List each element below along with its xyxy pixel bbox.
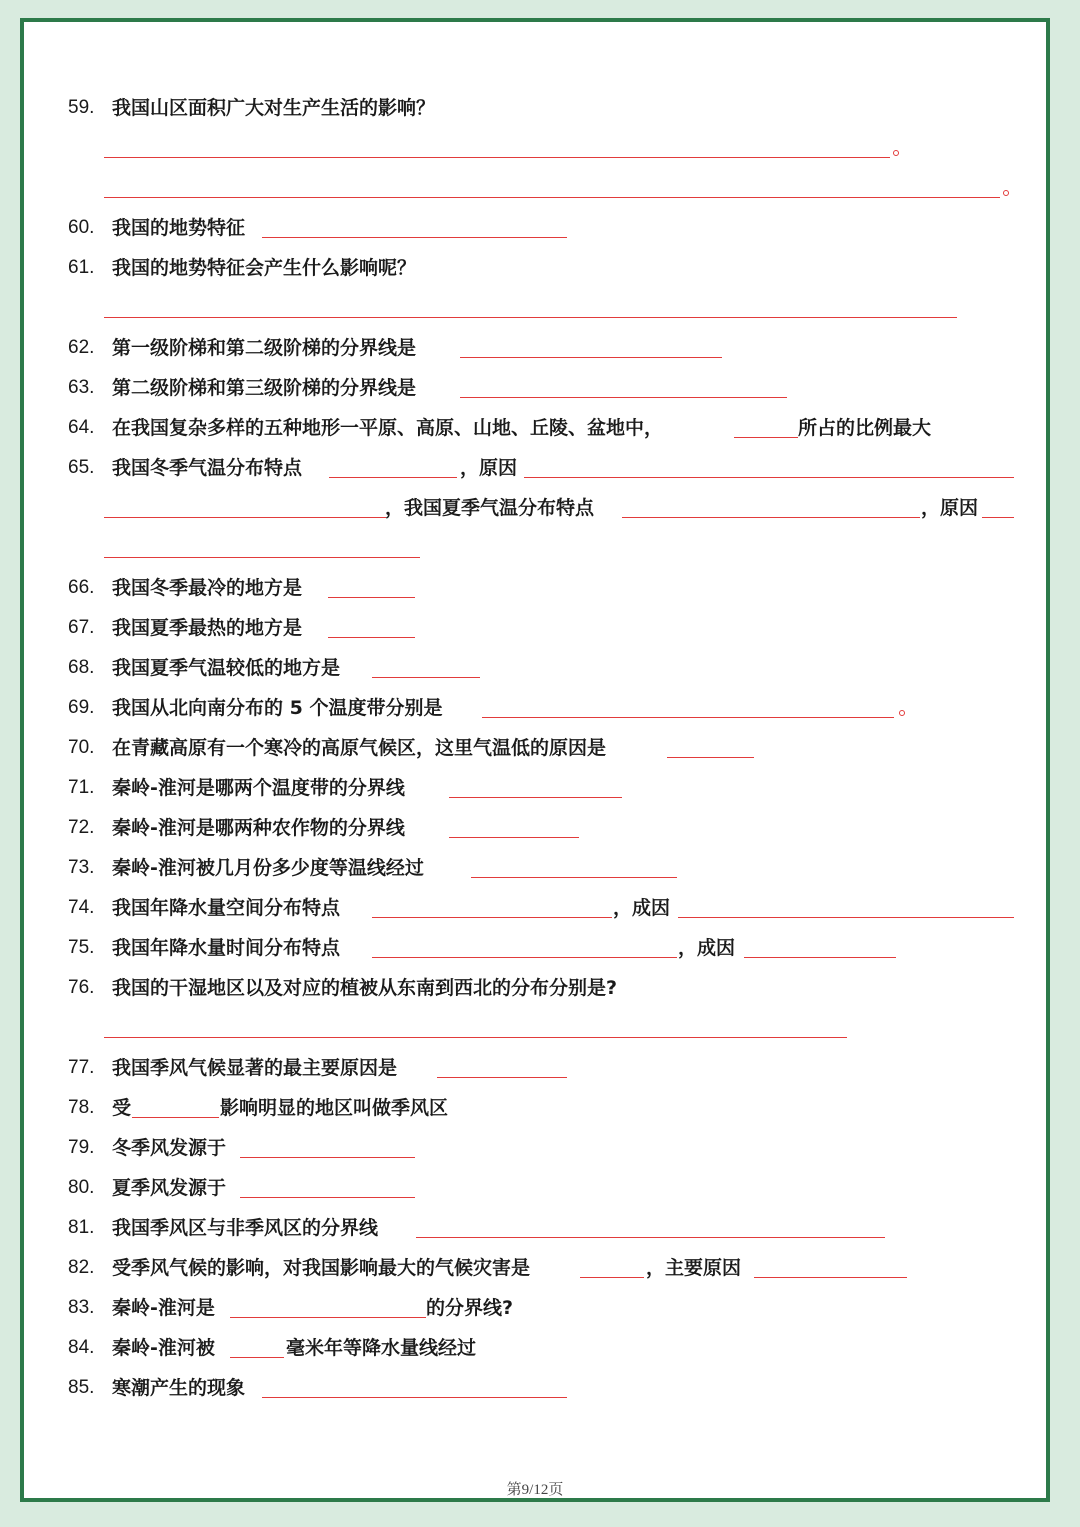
question-number: 82.	[68, 1257, 95, 1278]
question-text: 我国山区面积广大对生产生活的影响？	[112, 97, 436, 119]
question-number: 70.	[68, 737, 95, 758]
question-number: 62.	[68, 337, 95, 358]
question-text: 受季风气候的影响，对我国影响最大的气候灾害是	[112, 1257, 531, 1279]
question-text: 秦岭-淮河被	[112, 1337, 215, 1359]
question-number: 81.	[68, 1217, 95, 1238]
answer-blank[interactable]	[678, 917, 1014, 918]
answer-blank[interactable]	[460, 357, 722, 358]
question-text: 我国冬季气温分布特点	[112, 457, 303, 479]
question-number: 80.	[68, 1177, 95, 1198]
question-text-tail: 所占的比例最大	[798, 417, 932, 439]
question-text-cause: ，成因	[613, 897, 671, 919]
question-number: 74.	[68, 897, 95, 918]
question-text-reason: ，原因	[460, 457, 518, 479]
question-number: 59.	[68, 97, 95, 118]
question-text: 我国冬季最冷的地方是	[112, 577, 303, 599]
question-number: 68.	[68, 657, 95, 678]
question-number: 71.	[68, 777, 95, 798]
answer-blank[interactable]	[734, 437, 798, 438]
answer-blank[interactable]	[754, 1277, 907, 1278]
answer-blank[interactable]	[104, 557, 420, 558]
answer-blank[interactable]	[262, 237, 567, 238]
question-text: 夏季风发源于	[112, 1177, 227, 1199]
answer-blank[interactable]	[240, 1157, 415, 1158]
answer-blank[interactable]	[104, 197, 1000, 198]
question-number: 85.	[68, 1377, 95, 1398]
question-text: 第一级阶梯和第二级阶梯的分界线是	[112, 337, 417, 359]
question-text: 寒潮产生的现象	[112, 1377, 246, 1399]
question-text: 第二级阶梯和第三级阶梯的分界线是	[112, 377, 417, 399]
question-text: 在我国复杂多样的五种地形一平原、高原、山地、丘陵、盆地中，	[112, 417, 664, 439]
answer-blank[interactable]	[132, 1117, 219, 1118]
question-text: 冬季风发源于	[112, 1137, 227, 1159]
answer-blank[interactable]	[667, 757, 754, 758]
answer-blank[interactable]	[437, 1077, 567, 1078]
question-text: 我国季风气候显著的最主要原因是	[112, 1057, 398, 1079]
question-text: 秦岭-淮河是哪两个温度带的分界线	[112, 777, 405, 799]
question-number: 65.	[68, 457, 95, 478]
question-text-cause: ，成因	[678, 937, 736, 959]
question-text: 我国的地势特征	[112, 217, 246, 239]
answer-blank[interactable]	[449, 797, 622, 798]
answer-blank[interactable]	[372, 677, 480, 678]
question-number: 83.	[68, 1297, 95, 1318]
question-number: 67.	[68, 617, 95, 638]
question-text: 我国年降水量时间分布特点	[112, 937, 341, 959]
answer-blank[interactable]	[230, 1317, 426, 1318]
answer-blank[interactable]	[460, 397, 787, 398]
question-text-tail: 的分界线?	[426, 1297, 514, 1319]
worksheet-page	[20, 18, 1050, 1502]
question-text: 我国季风区与非季风区的分界线	[112, 1217, 379, 1239]
page-number: 第9/12页	[506, 1482, 564, 1498]
answer-blank[interactable]	[328, 597, 415, 598]
question-text: 我国的干湿地区以及对应的植被从东南到西北的分布分别是?	[112, 977, 618, 999]
question-number: 73.	[68, 857, 95, 878]
question-text-tail: 毫米年等降水量线经过	[286, 1337, 477, 1359]
answer-blank[interactable]	[744, 957, 896, 958]
answer-blank[interactable]	[372, 917, 612, 918]
answer-blank[interactable]	[240, 1197, 415, 1198]
question-number: 79.	[68, 1137, 95, 1158]
answer-blank[interactable]	[262, 1397, 567, 1398]
answer-blank[interactable]	[328, 637, 415, 638]
answer-blank[interactable]	[104, 317, 957, 318]
question-text: 我国从北向南分布的 5 个温度带分别是	[112, 697, 443, 719]
question-number: 84.	[68, 1337, 95, 1358]
question-text: 秦岭-淮河是哪两种农作物的分界线	[112, 817, 405, 839]
question-number: 64.	[68, 417, 95, 438]
answer-blank[interactable]	[471, 877, 677, 878]
answer-blank[interactable]	[622, 517, 920, 518]
answer-blank[interactable]	[104, 1037, 847, 1038]
question-number: 75.	[68, 937, 95, 958]
answer-blank[interactable]	[482, 717, 894, 718]
period-mark	[899, 710, 905, 716]
question-text-cause: ，主要原因	[646, 1257, 742, 1279]
question-number: 76.	[68, 977, 95, 998]
question-text: 受	[112, 1097, 132, 1119]
question-number: 60.	[68, 217, 95, 238]
answer-blank[interactable]	[104, 517, 386, 518]
question-number: 72.	[68, 817, 95, 838]
answer-blank[interactable]	[372, 957, 677, 958]
question-text: 我国的地势特征会产生什么影响呢？	[112, 257, 417, 279]
question-text-reason: ，原因	[921, 497, 979, 519]
answer-blank[interactable]	[580, 1277, 644, 1278]
answer-blank[interactable]	[982, 517, 1014, 518]
question-text-summer: ，我国夏季气温分布特点	[385, 497, 595, 519]
period-mark	[1003, 190, 1009, 196]
answer-blank[interactable]	[449, 837, 579, 838]
answer-blank[interactable]	[329, 477, 457, 478]
question-text: 我国年降水量空间分布特点	[112, 897, 341, 919]
question-number: 61.	[68, 257, 95, 278]
question-number: 63.	[68, 377, 95, 398]
question-text: 我国夏季气温较低的地方是	[112, 657, 341, 679]
question-text-tail: 影响明显的地区叫做季风区	[220, 1097, 449, 1119]
question-number: 77.	[68, 1057, 95, 1078]
question-text: 秦岭-淮河是	[112, 1297, 215, 1319]
period-mark	[893, 150, 899, 156]
answer-blank[interactable]	[230, 1357, 284, 1358]
question-text: 在青藏高原有一个寒冷的高原气候区，这里气温低的原因是	[112, 737, 607, 759]
answer-blank[interactable]	[104, 157, 890, 158]
question-number: 69.	[68, 697, 95, 718]
answer-blank[interactable]	[524, 477, 1014, 478]
question-text: 秦岭-淮河被几月份多少度等温线经过	[112, 857, 424, 879]
question-number: 78.	[68, 1097, 95, 1118]
question-text: 我国夏季最热的地方是	[112, 617, 303, 639]
answer-blank[interactable]	[416, 1237, 885, 1238]
question-number: 66.	[68, 577, 95, 598]
